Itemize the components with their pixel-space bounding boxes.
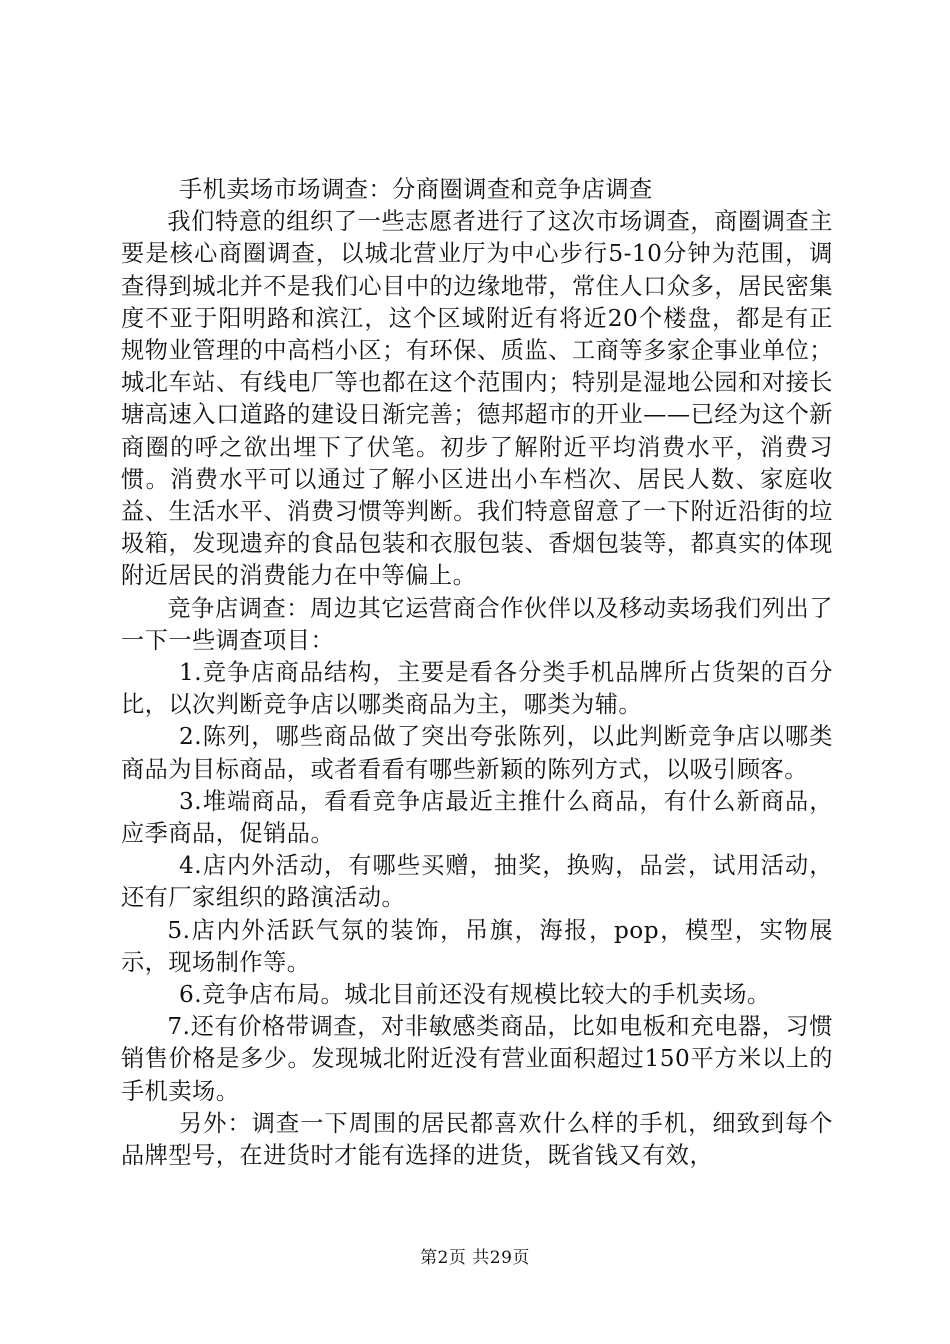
list-item-3: 3.堆端商品，看看竞争店最近主推什么商品，有什么新商品，应季商品，促销品。 xyxy=(121,787,833,848)
list-item-1: 1.竞争店商品结构，主要是看各分类手机品牌所占货架的百分比，以次判断竞争店以哪类商品为主，哪类为辅。 xyxy=(121,659,833,719)
paragraph-competitor-survey: 竞争店调查：周边其它运营商合作伙伴以及移动卖场我们列出了一下一些调查项目： xyxy=(121,594,833,654)
list-item-5: 5.店内外活跃气氛的装饰，吊旗，海报，pop，模型，实物展示，现场制作等。 xyxy=(121,916,833,976)
document-title: 手机卖场市场调查：分商圈调查和竞争店调查 xyxy=(179,176,653,203)
list-item-6: 6.竞争店布局。城北目前还没有规模比较大的手机卖场。 xyxy=(179,981,771,1009)
page-number: 第2页 共29页 xyxy=(420,1248,530,1268)
paragraph-intro: 我们特意的组织了一些志愿者进行了这次市场调查，商圈调查主要是核心商圈调查，以城北营业厅为中心步行5-10分钟为范围，调查得到城北并不是我们心目中的边缘地带，常住人口众多，居民密集度不亚于阳明路和滨江，这个区域附近有将近20个楼盘，都是有正规物业管理的中高档小区；有环保、质监、工商等多家企事业单位；城北车站、有线电厂等也都在这个范围内；特别是湿地公园和对接长塘高速入口道路的建设日渐完善；德邦超市的开业——已经为这个新商圈的呼之欲出埋下了伏笔。初步了解附近平均消费水平，消费习惯。消费水平可以通过了解小区进出小车档次、居民人数、家庭收益、生活水平、消费习惯等判断。我们特意留意了一下附近沿街的垃圾箱，发现遗弃的食品包装和衣服包装、香烟包装等，都真实的体现附近居民的消费能力在中等偏上。 xyxy=(121,208,833,590)
list-item-4: 4.店内外活动，有哪些买赠，抽奖，换购，品尝，试用活动，还有厂家组织的路演活动。 xyxy=(121,852,833,912)
document-body xyxy=(121,174,833,1172)
list-item-7: 7.还有价格带调查，对非敏感类商品，比如电板和充电器，习惯销售价格是多少。发现城北附近没有营业面积超过150平方米以上的手机卖场。 xyxy=(121,1013,833,1105)
paragraph-additional: 另外：调查一下周围的居民都喜欢什么样的手机，细致到每个品牌型号，在进货时才能有选择的进货，既省钱又有效， xyxy=(121,1109,833,1170)
list-item-2: 2.陈列，哪些商品做了突出夸张陈列，以此判断竞争店以哪类商品为目标商品，或者看看有哪些新颖的陈列方式，以吸引顾客。 xyxy=(121,723,833,783)
